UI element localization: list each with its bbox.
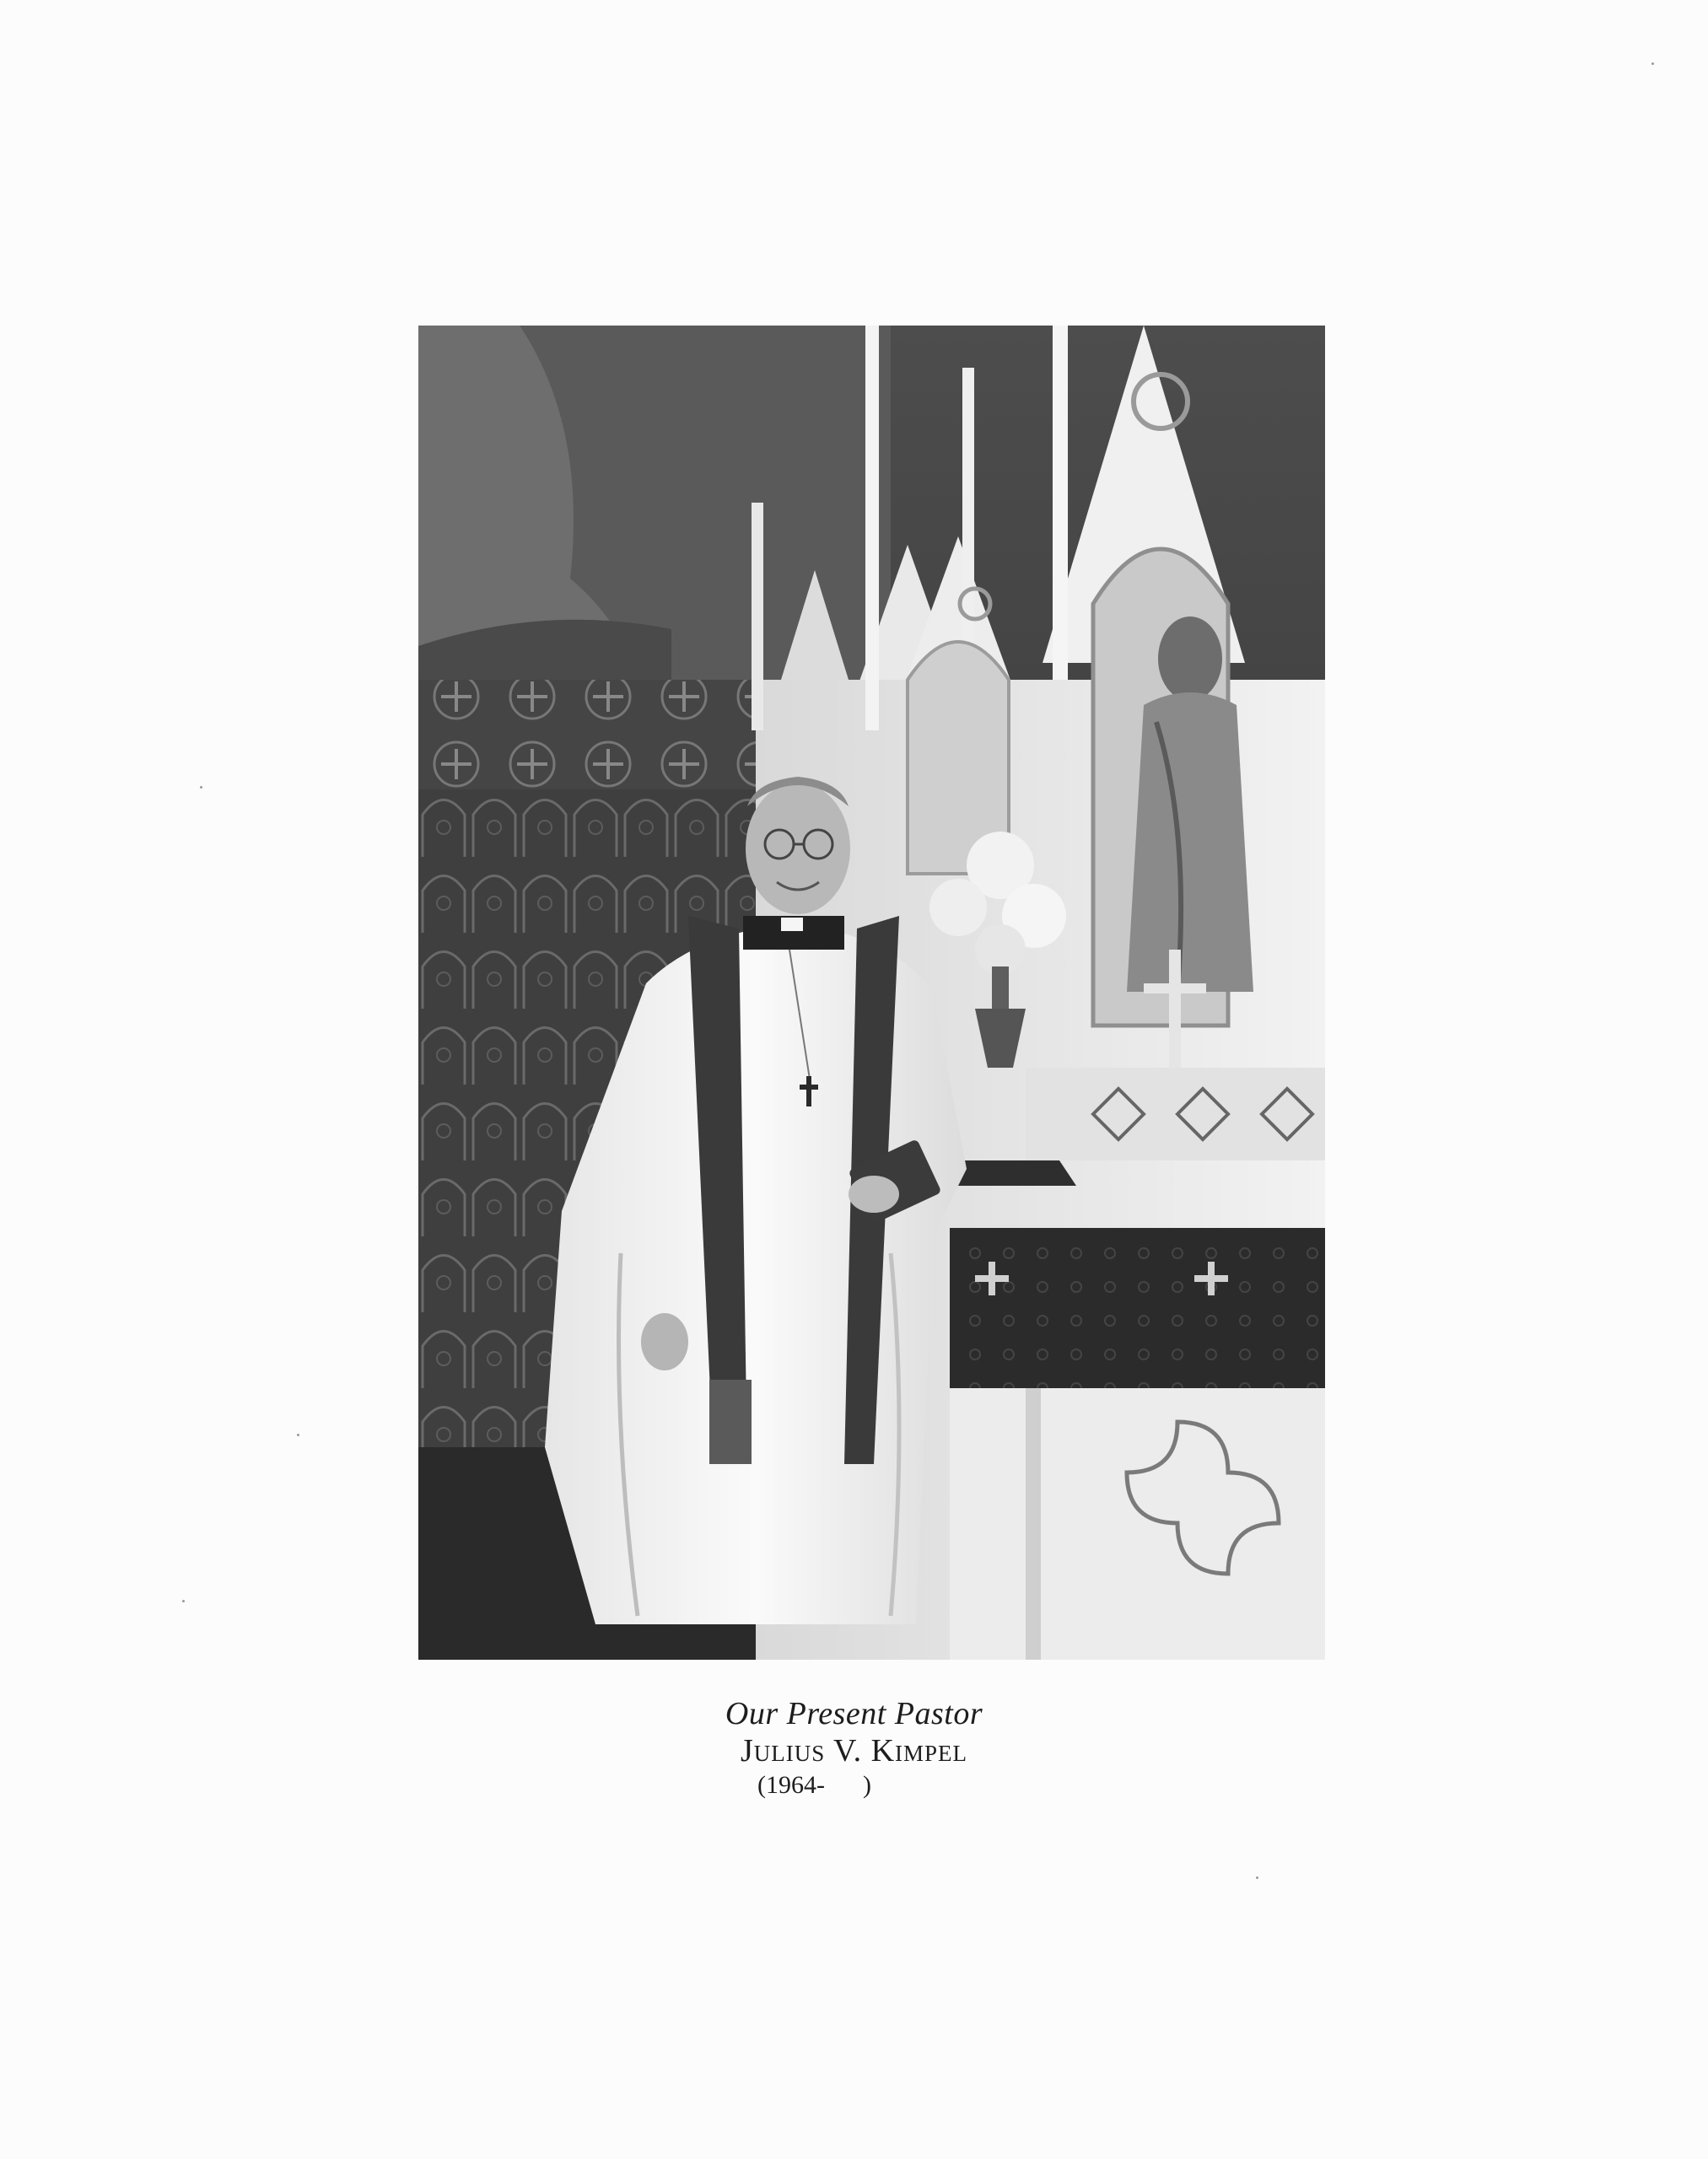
caption-title: Our Present Pastor: [725, 1696, 983, 1731]
scan-speck: [182, 1600, 185, 1602]
scan-speck: [1651, 62, 1654, 65]
scan-speck: [1256, 1876, 1258, 1879]
scan-speck: [297, 1434, 299, 1436]
caption-years: (1964- ): [757, 1771, 871, 1799]
scan-speck: [200, 786, 202, 789]
pastor-portrait-photo: [418, 326, 1325, 1660]
caption-pastor-name: Julius V. Kimpel: [740, 1733, 968, 1769]
